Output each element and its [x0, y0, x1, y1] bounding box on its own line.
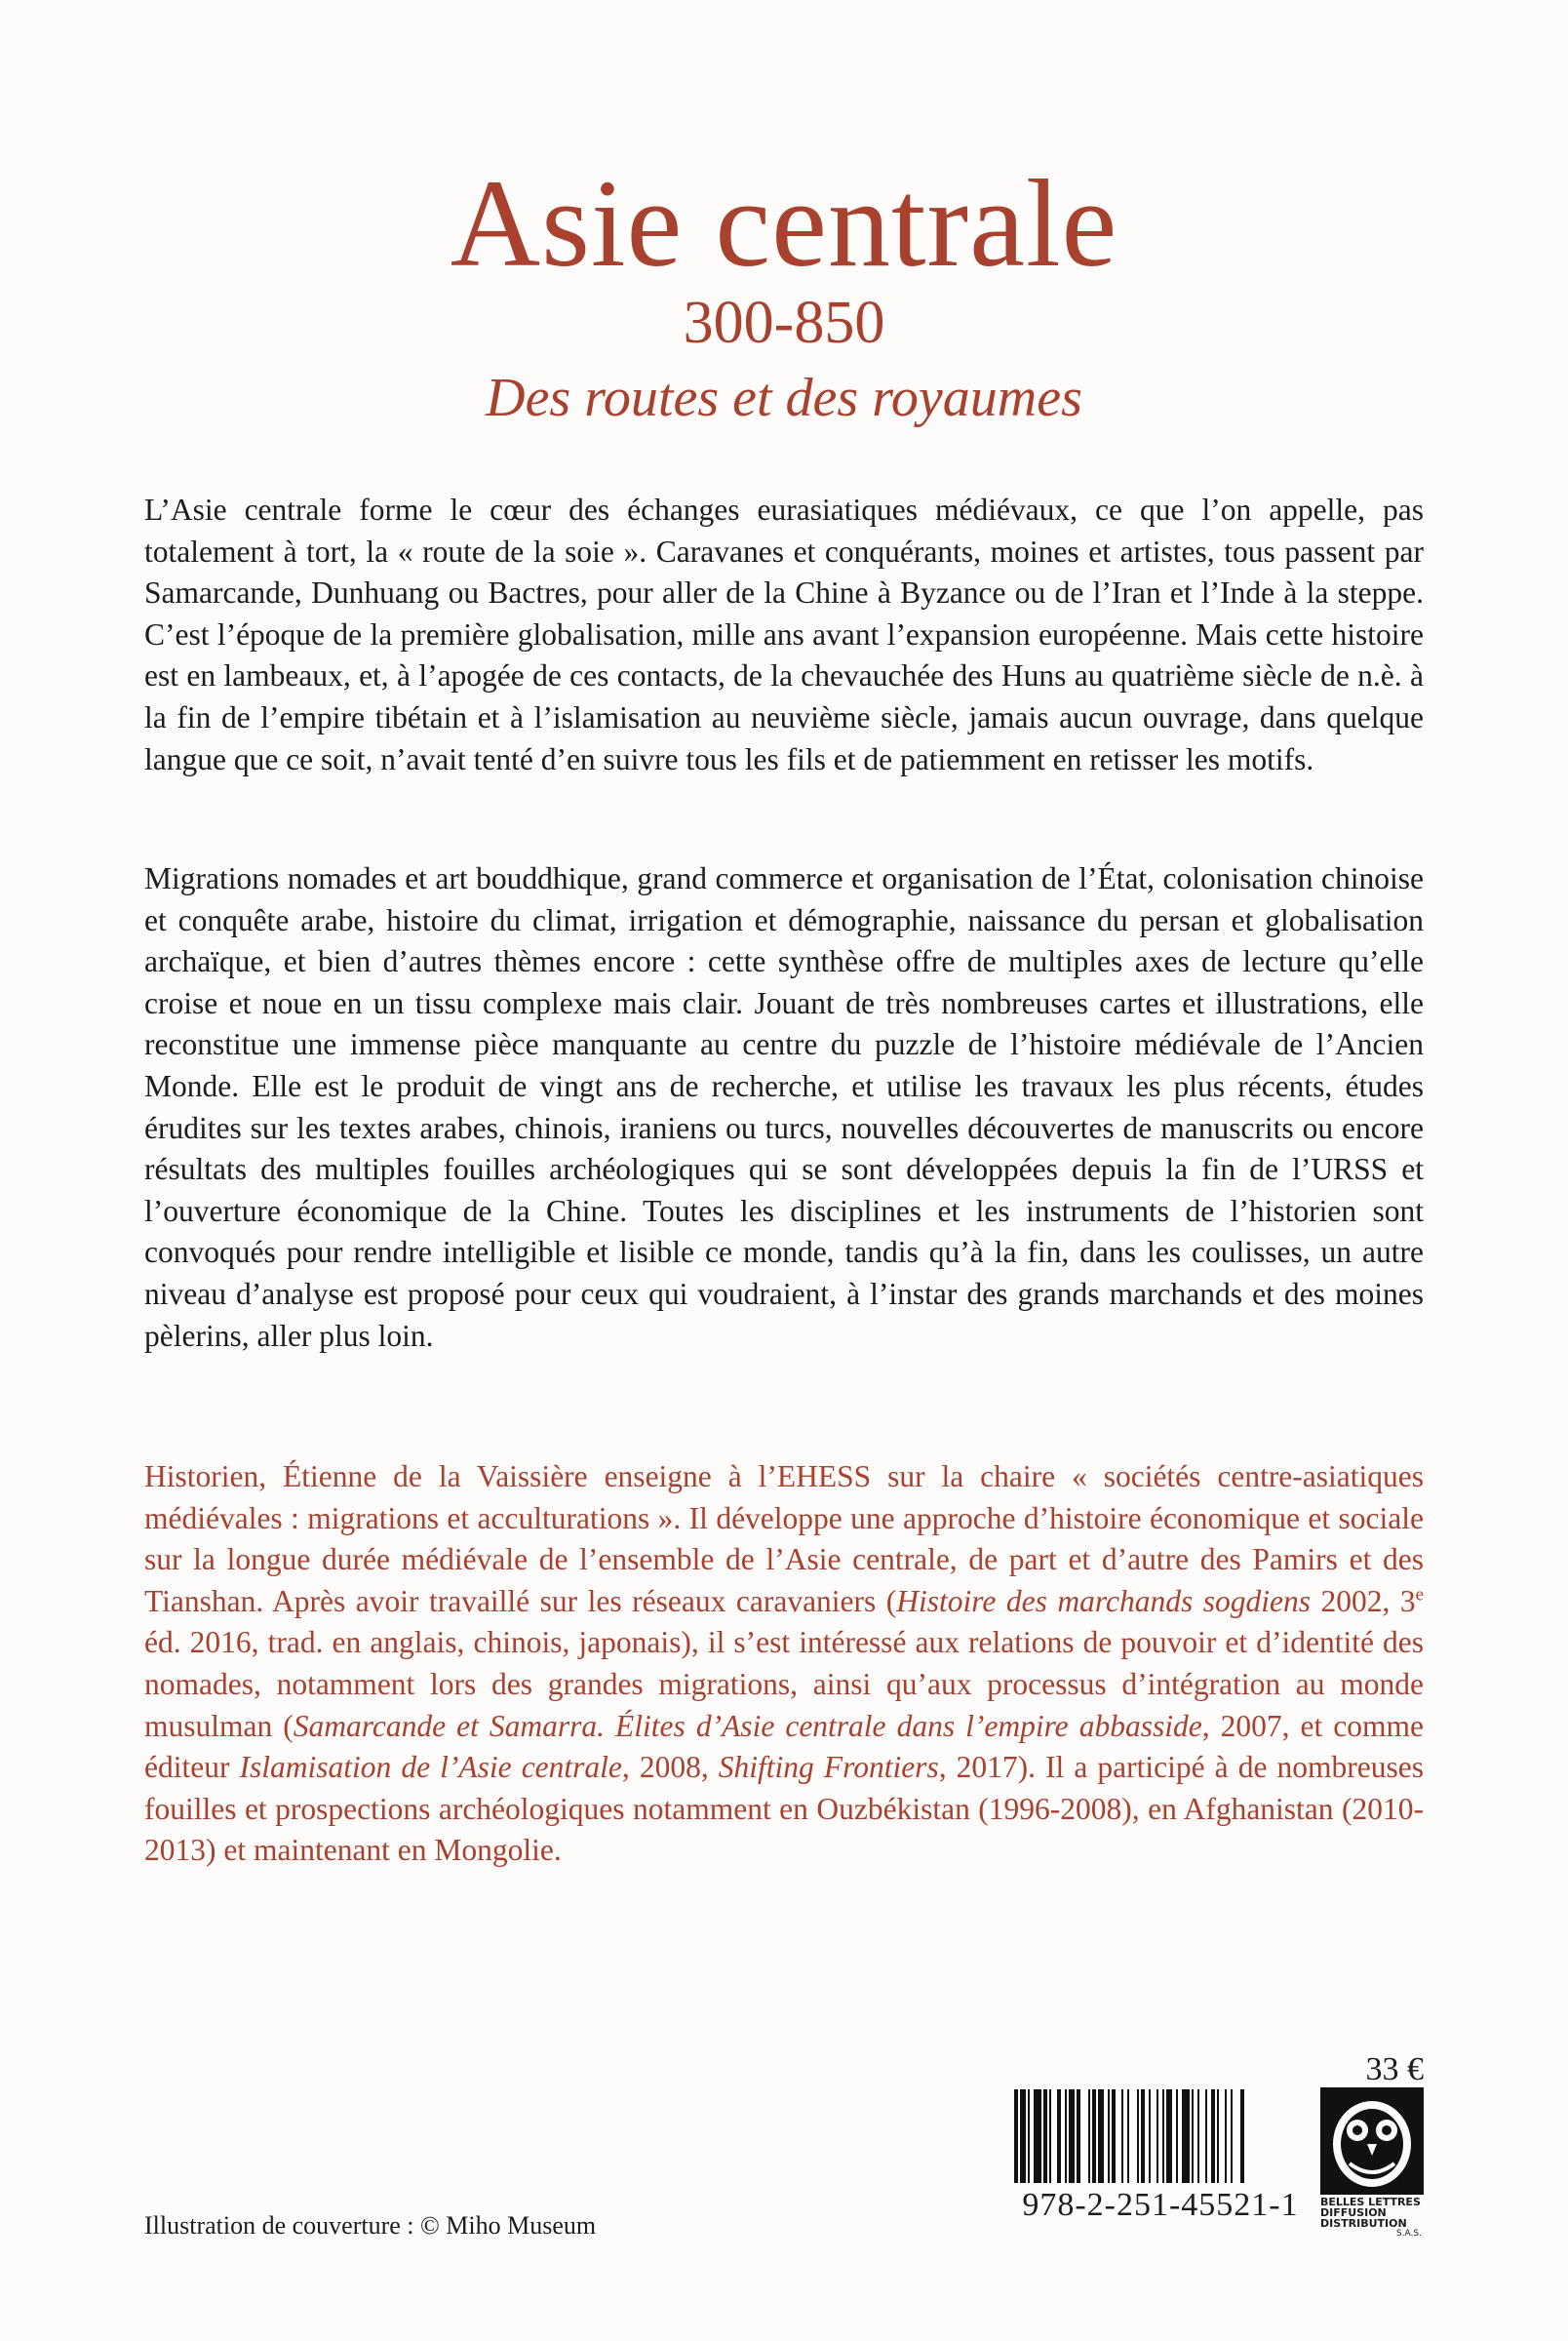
barcode-bar — [1182, 2089, 1190, 2183]
barcode-bar — [1225, 2089, 1227, 2183]
publisher-name — [1320, 2197, 1428, 2240]
blurb-paragraph-1: L’Asie centrale forme le cœur des échanges eurasiatiques médiévaux, ce que l’on appelle, pas totalement à tort, la « route de la soie ». Caravanes et conquérants, moines et artistes, tous passent par Samarcande, Dunhuang ou Bactres, pour aller de la Chine à Byzance ou de l’Iran et l’Inde à la steppe. C’est l’époque de la première globalisation, mille ans avant l’expansion européenne. Mais cette histoire est en lambeaux, et, à l’apogée de ces contacts, de la chevauchée des Huns au quatrième siècle de n.è. à la fin de l’empire tibétain et à l’islamisation au neuvième siècle, jamais aucun ouvrage, dans quelque langue que ce soit, n’avait tenté d’en suivre tous les fils et de patiemment en retisser les motifs. — [144, 493, 1424, 776]
barcode-bar — [1092, 2089, 1096, 2183]
barcode-bar — [1137, 2089, 1139, 2183]
bio-text: éd. 2016, trad. en anglais, chinois, japonais), il s’est intéressé aux relations de pouvoir et d’identité des nomades, notamment lors des grandes migrations, ainsi qu’aux processus d’intégration au monde musulman ( — [144, 1625, 1424, 1743]
barcode-bar — [1043, 2089, 1047, 2183]
barcode-bar — [1014, 2089, 1018, 2183]
price-label: 33 € — [1365, 2051, 1424, 2087]
bio-text: Historien, Étienne de la Vaissière enseigne à l’EHESS sur la chaire « sociétés centre-asiatiques médiévales : migrations et acculturations ». Il développe une approche d’histoire économique et sociale sur la longue durée médiévale de l’ensemble de l’Asie centrale, de part et d’autre des Pamirs et des Tianshan. Après avoir travaillé sur les réseaux caravaniers ( — [144, 1459, 1424, 1618]
barcode-bar — [1057, 2089, 1061, 2183]
barcode-bar — [1176, 2089, 1178, 2183]
book-subtitle: Des routes et des royaumes — [486, 368, 1082, 428]
publisher-line: DISTRIBUTION — [1320, 2217, 1407, 2230]
barcode-bar — [1127, 2089, 1129, 2183]
barcode-bar — [1077, 2089, 1080, 2183]
bio-text: , 2008, — [621, 1750, 719, 1785]
bio-text: , 2007, et comme éditeur — [144, 1708, 1425, 1785]
barcode-bar — [1088, 2089, 1090, 2183]
barcode-bar — [1231, 2089, 1233, 2183]
publisher-line: S.A.S. — [1395, 2229, 1422, 2239]
barcode-bar — [1162, 2089, 1164, 2183]
barcode-bar — [1049, 2089, 1051, 2183]
barcode-bar — [1028, 2089, 1030, 2183]
barcode-bar — [1121, 2089, 1123, 2183]
barcode-bar — [1217, 2089, 1219, 2183]
barcode-bar — [1112, 2089, 1116, 2183]
bio-book-title: Samarcande et Samarra. Élites d’Asie centrale dans l’empire abbasside — [293, 1708, 1202, 1743]
publisher-line: BELLES LETTRES — [1320, 2196, 1421, 2208]
bio-book-title: Histoire des marchands sogdiens — [896, 1583, 1311, 1618]
barcode-bar — [1166, 2089, 1172, 2183]
barcode-bar — [1211, 2089, 1215, 2183]
barcode-bar — [1065, 2089, 1067, 2183]
cover-credit: Illustration de couverture : © Miho Museum — [144, 2211, 597, 2240]
barcode-bar — [1108, 2089, 1110, 2183]
isbn-number: 978-2-251-45521-1 — [1022, 2187, 1299, 2223]
blurb-paragraph-2: Migrations nomades et art bouddhique, grand commerce et organisation de l’État, colonisation chinoise et conquête arabe, histoire du climat, irrigation et démographie, naissance du persan et globalisation archaïque, et bien d’autres thèmes encore : cette synthèse offre de multiples axes de lecture qu’elle croise et noue en un tissu complexe mais clair. Jouant de très nombreuses cartes et illustrations, elle reconstitue une immense pièce manquante au centre du puzzle de l’histoire médiévale de l’Ancien Monde. Elle est le produit de vingt ans de recherche, et utilise les travaux les plus récents, études érudites sur les textes arabes, chinois, iraniens ou turcs, nouvelles découvertes de manuscrits ou encore résultats des multiples fouilles archéologiques qui se sont développées depuis la fin de l’URSS et l’ouverture économique de la Chine. Toutes les disciplines et les instruments de l’historien sont convoqués pour rendre intelligible et lisible ce monde, tandis qu’à la fin, dans les coulisses, un autre niveau d’analyse est proposé pour ceux qui voudraient, à l’instar des grands marchands et des moines pèlerins, aller plus loin. — [144, 861, 1424, 1353]
barcode-bar — [1098, 2089, 1104, 2183]
barcode-bar — [1156, 2089, 1158, 2183]
barcode — [1014, 2089, 1307, 2183]
publisher-line: DIFFUSION — [1320, 2206, 1387, 2219]
barcode-bar — [1034, 2089, 1041, 2183]
barcode-bar — [1020, 2089, 1026, 2183]
barcode-bar — [1197, 2089, 1199, 2183]
bio-text: , 2017). Il a participé à de nombreuses fouilles et prospections archéologiques notamment en Ouzbékistan (1996-2008), en Afghanistan (2010-2013) et maintenant en Mongolie. — [144, 1750, 1424, 1868]
publisher-logo-icon — [1320, 2087, 1424, 2195]
book-dates: 300-850 — [683, 290, 885, 356]
barcode-bar — [1141, 2089, 1145, 2183]
bio-text: 2002, 3 — [1310, 1583, 1416, 1618]
barcode-bar — [1069, 2089, 1075, 2183]
barcode-bar — [1149, 2089, 1151, 2183]
barcode-bar — [1192, 2089, 1194, 2183]
bio-book-title: Islamisation de l’Asie centrale — [239, 1750, 622, 1785]
author-bio — [144, 1456, 1424, 1872]
book-title: Asie centrale — [450, 154, 1118, 293]
bio-book-title: Shifting Frontiers — [718, 1750, 939, 1785]
barcode-bar — [1240, 2089, 1244, 2183]
barcode-bar — [1205, 2089, 1207, 2183]
bio-superscript: e — [1415, 1584, 1425, 1606]
